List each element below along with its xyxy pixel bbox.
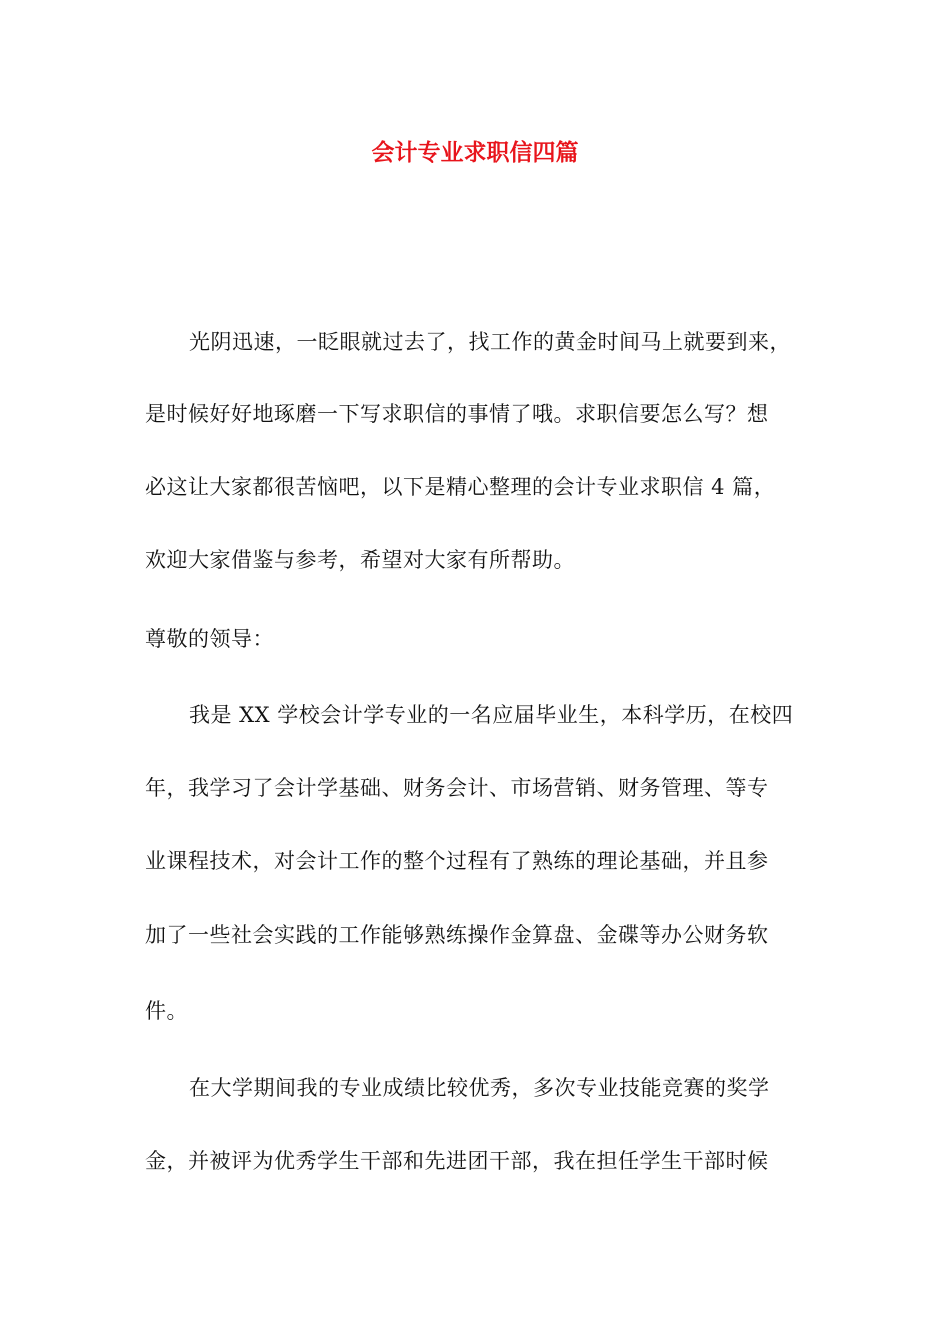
body-line-5: 件。 xyxy=(145,999,188,1023)
intro-line-1: 光阴迅速，一眨眼就过去了，找工作的黄金时间马上就要到来， xyxy=(189,330,791,354)
body-line-3: 业课程技术，对会计工作的整个过程有了熟练的理论基础，并且参 xyxy=(145,849,769,873)
body-line-4: 加了一些社会实践的工作能够熟练操作金算盘、金碟等办公财务软 xyxy=(145,923,769,947)
body-line-2: 年，我学习了会计学基础、财务会计、市场营销、财务管理、等专 xyxy=(145,776,769,800)
page-title: 会计专业求职信四篇 xyxy=(371,140,579,166)
salutation: 尊敬的领导： xyxy=(145,627,274,651)
body-line-7: 金，并被评为优秀学生干部和先进团干部，我在担任学生干部时候 xyxy=(145,1149,769,1173)
intro-line-3: 必这让大家都很苦恼吧，以下是精心整理的会计专业求职信 4 篇， xyxy=(145,475,776,499)
intro-line-4: 欢迎大家借鉴与参考，希望对大家有所帮助。 xyxy=(145,548,575,572)
body-line-1: 我是 XX 学校会计学专业的一名应届毕业生，本科学历，在校四 xyxy=(189,703,794,727)
body-line-6: 在大学期间我的专业成绩比较优秀，多次专业技能竞赛的奖学 xyxy=(189,1076,770,1100)
intro-line-2: 是时候好好地琢磨一下写求职信的事情了哦。求职信要怎么写？想 xyxy=(145,402,769,426)
